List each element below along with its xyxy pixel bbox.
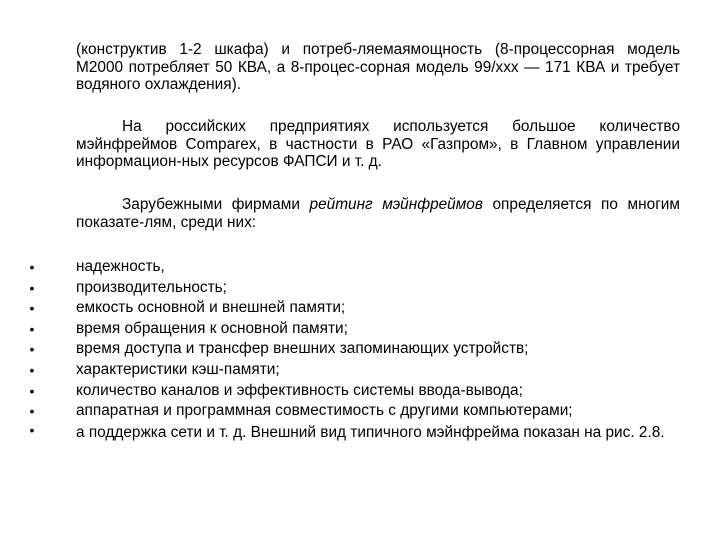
list-item-text: время обращения к основной памяти; [76, 319, 348, 337]
bullet-icon: • [29, 421, 35, 438]
list-item-text: производительность; [76, 278, 227, 296]
list-item [26, 278, 686, 299]
text-run: Зарубежными фирмами [122, 196, 310, 213]
list-item-text: емкость основной и внешней памяти; [76, 299, 346, 317]
list-item-text: аппаратная и программная совместимость с другими компьютерами; [76, 402, 573, 420]
list-item [26, 298, 686, 319]
bullet-icon: • [29, 382, 35, 399]
bullet-icon: • [29, 279, 35, 296]
paragraph-power-consumption [76, 41, 680, 94]
bullet-icon: • [29, 341, 35, 358]
bullet-icon: • [29, 403, 35, 420]
paragraph-text: (конструктив 1-2 шкафа) и потреб-ляемаямощность (8-процессорная модель M2000 потребляет 50 КВА, а 8-процес-сорная модель 99/ххх — 171 КВА и требует водяного охлаждения). [76, 41, 680, 93]
list-item-text: характеристики кэш-памяти; [76, 360, 280, 378]
list-item-text: количество каналов и эффективность системы ввода-вывода; [76, 381, 523, 399]
list-item [26, 360, 686, 381]
list-item-text: надежность, [76, 258, 165, 275]
text-run: определяется по многим показате-лям, среди них: [76, 196, 680, 231]
emphasis-term: рейтинг мэйнфреймов [309, 196, 483, 213]
list-item [26, 422, 686, 442]
list-item-text: время доступа и трансфер внешних запоминающих устройств; [76, 340, 529, 358]
list-item-text: а поддержка сети и т. д. Внешний вид типичного мэйнфрейма показан на рис. 2.8. [76, 423, 665, 441]
list-item [26, 401, 686, 422]
paragraph-rating-intro [76, 196, 680, 231]
paragraph-text: На российских предприятиях используется большое количество мэйнфреймов Comparex, в частности в РАО «Газпром», в Главном управлении информацион-ных ресурсов ФАПСИ и т. д. [76, 118, 680, 170]
paragraph-russian-usage [76, 118, 680, 171]
list-item [26, 257, 686, 278]
bullet-icon: • [29, 361, 35, 378]
criteria-list [26, 257, 686, 441]
list-item [26, 319, 686, 340]
bullet-icon: • [29, 320, 35, 337]
list-item [26, 381, 686, 402]
paragraph-text [76, 196, 680, 231]
bullet-icon: • [29, 300, 35, 317]
bullet-icon: • [29, 259, 35, 275]
list-item [26, 339, 686, 360]
